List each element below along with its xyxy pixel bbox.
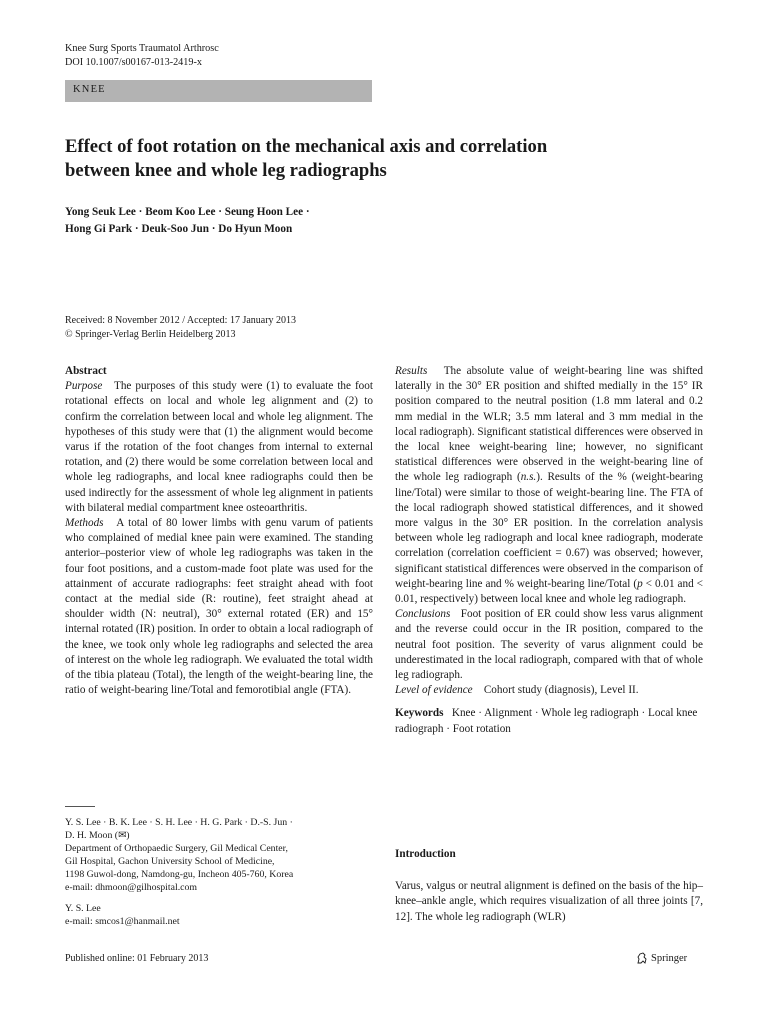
- affiliation-line: Department of Orthopaedic Surgery, Gil Medical Center,: [65, 843, 288, 855]
- level-text: Cohort study (diagnosis), Level II.: [483, 684, 639, 697]
- affiliations: [65, 816, 365, 928]
- authors-line: Hong Gi Park · Deuk-Soo Jun · Do Hyun Moon: [65, 223, 293, 235]
- results-label: Results: [395, 365, 428, 377]
- publisher-name: Springer: [651, 952, 688, 964]
- authors-line: Yong Seuk Lee · Beom Koo Lee · Seung Hoon Lee ·: [65, 206, 310, 218]
- keywords-label: Keywords: [395, 707, 444, 720]
- purpose-text: The purposes of this study were (1) to evaluate the foot rotational effects on local and whole leg alignment and (2) to confirm the correlation between local and whole leg alignment. The hypotheses of this study were that (1) the alignment would become varus if the rotation of the foot changes from internal to external rotation, and (2) there would be some correlation between local and whole leg radiographs, and local knee radiographs could then be used indirectly for the assessment of whole leg alignment in patients with bilateral medial compartment knee osteoarthritis.: [65, 380, 373, 514]
- results-text: ). Results of the % (weight-bearing line/Total) were similar to those of weight-bearing line. The FTA of the local radiograph showed statistical differences, and it showed more valgus in the 30° ER position. In the correlation analysis between whole leg radiograph and local knee radiograph, moderate correlation (correlation coefficient = 0.67) was observed; however, significant statistical differences were observed in the comparison of weight-bearing line and % weight-bearing line/Total (: [395, 471, 703, 590]
- keywords-text: Knee · Alignment · Whole leg radiograph · Local knee radiograph · Foot rotation: [395, 707, 698, 735]
- author-list: [65, 204, 625, 238]
- doi[interactable]: DOI 10.1007/s00167-013-2419-x: [65, 57, 202, 68]
- results-p: p: [637, 577, 643, 590]
- published-online: Published online: 01 February 2013: [65, 953, 209, 964]
- abstract-right-column: [395, 364, 703, 737]
- intro-text: ]. The whole leg radiograph (WLR): [406, 910, 566, 923]
- journal-header: [65, 42, 219, 70]
- section-bar: [65, 80, 372, 102]
- citation-link[interactable]: 7: [694, 895, 701, 908]
- abstract-methods: [65, 516, 373, 698]
- conclusions-label: Conclusions: [395, 608, 451, 621]
- intro-text: ,: [700, 895, 703, 908]
- keywords: [395, 706, 703, 736]
- publication-history: [65, 314, 405, 342]
- journal-name: Knee Surg Sports Traumatol Arthrosc: [65, 43, 219, 54]
- introduction-text: [395, 879, 703, 925]
- affiliation-line: 1198 Guwol-dong, Namdong-gu, Incheon 405-760, Korea: [65, 869, 294, 881]
- methods-text: A total of 80 lower limbs with genu varum of patients who complained of medial knee pain were examined. The standing anterior–posterior view of whole leg radiographs was taken in the four foot positions, and a custom-made foot plate was used for the attainment of accurate radiographs: feet straight ahead with foot contact at the medial side (R: routine), feet straight ahead at shoulder width (N: neutral), 30° external rotated (ER) and 15° internal rotated (IR) position. In order to obtain a local radiograph of the knee, we took only whole leg radiographs and selected the area of interest on the whole leg radiograph. We evaluated the total width of the tibia plateau (Total), the length of the weight-bearing line, the ratio of weight-bearing line/Total and femorotibial angle (FTA).: [65, 517, 373, 697]
- abstract-level: [395, 683, 703, 698]
- abstract-conclusions: [395, 607, 703, 683]
- purpose-label: Purpose: [65, 380, 103, 393]
- email-link[interactable]: e-mail: dhmoon@gilhospital.com: [65, 882, 198, 894]
- results-ns: n.s.: [520, 471, 537, 484]
- conclusions-text: Foot position of ER could show less varus alignment and the reverse could occur in the IR position, compared to the neutral foot position. The severity of varus alignment could be underestimated in the local radiograph, compared with that of whole leg radiograph.: [395, 608, 703, 682]
- results-text: < 0.01 and < 0.01, respectively) between local knee and whole leg radiograph.: [395, 577, 703, 606]
- affiliation-line: Gil Hospital, Gachon University School of Medicine,: [65, 856, 275, 868]
- copyright: © Springer-Verlag Berlin Heidelberg 2013: [65, 329, 236, 340]
- affiliation-line: D. H. Moon (✉): [65, 830, 130, 842]
- introduction-heading: Introduction: [395, 848, 456, 860]
- citation-link[interactable]: 12: [395, 910, 407, 923]
- title-line: between knee and whole leg radiographs: [65, 160, 387, 181]
- methods-label: Methods: [65, 517, 104, 530]
- article-title: [65, 135, 705, 183]
- section-label: KNEE: [73, 84, 106, 95]
- abstract-heading: Abstract: [65, 365, 107, 377]
- title-line: Effect of foot rotation on the mechanical axis and correlation: [65, 136, 548, 157]
- abstract-left-column: [65, 364, 373, 698]
- level-label: Level of evidence: [395, 684, 473, 697]
- affiliation-line: Y. S. Lee: [65, 902, 101, 914]
- results-text: The absolute value of weight-bearing line was shifted laterally in the 30° ER position and shifted medially in the 15° IR position compared to the neutral position (1.8 mm lateral and 0.2 mm medial in the WLR; 3.5 mm lateral and 3 mm medial in the local radiograph). Significant statistical differences were observed in the local knee weight-bearing line; however, no significant statistical differences were observed in the weight-bearing line of the whole leg radiograph (: [395, 365, 703, 484]
- springer-horse-icon: [636, 952, 648, 964]
- footnote-divider: [65, 806, 95, 807]
- intro-text: Varus, valgus or neutral alignment is defined on the basis of the hip–knee–ankle angle, which requires visualization of all three joints [: [395, 880, 703, 908]
- abstract-results: [395, 364, 703, 607]
- email-link[interactable]: e-mail: smcos1@hanmail.net: [65, 915, 180, 927]
- affiliation-line: Y. S. Lee · B. K. Lee · S. H. Lee · H. G. Park · D.-S. Jun ·: [65, 817, 293, 828]
- abstract-purpose: [65, 379, 373, 516]
- publisher-logo: [636, 952, 687, 964]
- received-date: Received: 8 November 2012 / Accepted: 17 January 2013: [65, 315, 297, 326]
